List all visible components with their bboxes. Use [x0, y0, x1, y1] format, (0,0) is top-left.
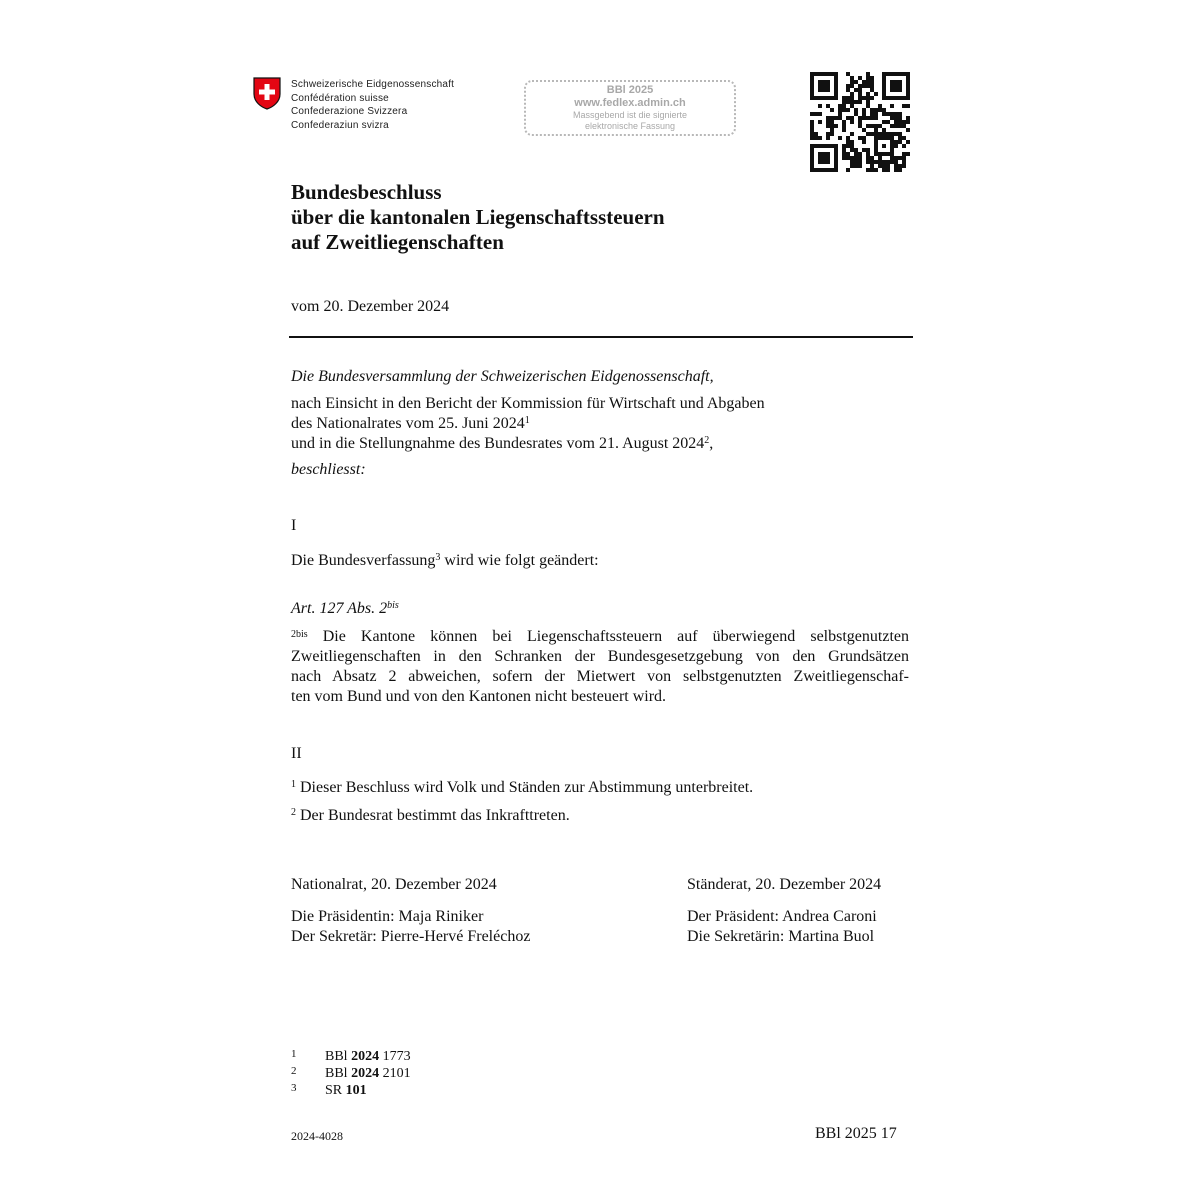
paragraph-2-text: Der Bundesrat bestimmt das Inkrafttreten.: [300, 807, 570, 824]
preamble-line-3: [291, 434, 713, 454]
article-heading-text: Art. 127 Abs. 2: [291, 600, 388, 617]
footnote-ref-1[interactable]: 1: [524, 415, 530, 426]
confederation-names: [291, 78, 454, 132]
constitution-intro-end: wird wie folgt geändert:: [440, 552, 599, 569]
signature-right-president: Der Präsident: Andrea Caroni: [687, 908, 877, 925]
article-line-3: nach Absatz 2 abweichen, sofern der Mietwert von selbstgenutzten Zweitliegenschaf-: [291, 668, 909, 685]
footnote-3-number-ref: 101: [345, 1083, 367, 1098]
confederation-it: Confederazione Svizzera: [291, 106, 408, 117]
title-rule: [289, 336, 913, 338]
footnote-2-prefix: BBl: [325, 1066, 352, 1081]
stamp-line-3: Massgebend ist die signierte: [572, 110, 688, 120]
preamble-line-2: [291, 414, 530, 434]
preamble-line-2-text: des Nationalrates vom 25. Juni 2024: [291, 415, 525, 432]
article-paragraph: [291, 627, 909, 707]
footnote-3-prefix: SR: [325, 1083, 346, 1098]
signature-right-secretary: Die Sekretärin: Martina Buol: [687, 928, 875, 945]
constitution-intro-text: Die Bundesverfassung: [291, 552, 436, 569]
section-1-heading: I: [291, 517, 297, 534]
article-line-4: ten vom Bund und von den Kantonen nicht besteuert wird.: [291, 688, 667, 705]
footnote-1-suffix: 1773: [379, 1049, 411, 1064]
footnote-2-year: 2024: [351, 1066, 380, 1081]
footnote-1-number: 1: [291, 1048, 297, 1060]
document-title: [291, 180, 665, 255]
title-line-3: auf Zweitliegenschaften: [291, 230, 504, 254]
article-line-1-text: Die Kantone können bei Liegenschaftssteuern auf überwiegend selbstgenutzten: [322, 628, 909, 645]
article-heading: [291, 599, 399, 619]
preamble-line-3-text: und in die Stellungnahme des Bundesrates vom 21. August 2024: [291, 435, 705, 452]
qr-code-icon: [810, 72, 910, 172]
assembly-line: Die Bundesversammlung der Schweizerischen Eidgenossenschaft,: [291, 368, 714, 385]
article-line-2: Zweitliegenschaften in den Schranken der Bundesgesetzgebung von den Grundsätzen: [291, 648, 909, 665]
decree-date: vom 20. Dezember 2024: [291, 298, 450, 315]
title-line-1: Bundesbeschluss: [291, 180, 442, 204]
decides-line: beschliesst:: [291, 461, 366, 478]
signature-left-place: Nationalrat, 20. Dezember 2024: [291, 876, 497, 893]
article-line-1: [291, 627, 909, 647]
swiss-coat-of-arms-icon: [253, 77, 281, 110]
title-line-2: über die kantonalen Liegenschaftssteuern: [291, 205, 665, 229]
constitution-intro: [291, 551, 599, 571]
section-2-paragraph-2: [291, 806, 570, 826]
signature-left-secretary: Der Sekretär: Pierre-Hervé Freléchoz: [291, 928, 531, 945]
stamp-line-2: www.fedlex.admin.ch: [574, 97, 686, 109]
footnote-3: [291, 1080, 367, 1099]
signature-left-president: Die Präsidentin: Maja Riniker: [291, 908, 484, 925]
footnote-1-prefix: BBl: [325, 1049, 352, 1064]
document-id: 2024-4028: [291, 1129, 343, 1143]
page-reference: BBl 2025 17: [815, 1125, 897, 1142]
preamble-line-3-end: ,: [709, 435, 714, 452]
paragraph-1-number: 1: [291, 779, 296, 790]
preamble-line-1: nach Einsicht in den Bericht der Kommission für Wirtschaft und Abgaben: [291, 395, 765, 412]
paragraph-number: 2bis: [291, 629, 308, 640]
confederation-rm: Confederaziun svizra: [291, 119, 389, 131]
stamp-line-1: BBl 2025: [606, 84, 654, 96]
footnote-1-year: 2024: [351, 1049, 380, 1064]
section-2-paragraph-1: [291, 778, 753, 798]
stamp-line-4: elektronische Fassung: [584, 121, 676, 131]
article-heading-sup: bis: [387, 600, 399, 611]
signature-right-place: Ständerat, 20. Dezember 2024: [687, 876, 882, 893]
footnote-ref-2[interactable]: 2: [704, 435, 710, 446]
footnote-2-number: 2: [291, 1065, 297, 1077]
footnote-2-suffix: 2101: [379, 1066, 411, 1081]
footnote-3-number: 3: [291, 1082, 297, 1094]
section-2-heading: II: [291, 745, 302, 762]
publication-stamp: [524, 80, 736, 136]
paragraph-1-text: Dieser Beschluss wird Volk und Ständen zur Abstimmung unterbreitet.: [300, 779, 754, 796]
confederation-fr: Confédération suisse: [291, 92, 389, 104]
confederation-de: Schweizerische Eidgenossenschaft: [291, 79, 455, 90]
paragraph-2-number: 2: [291, 807, 296, 818]
footnote-ref-3[interactable]: 3: [435, 552, 441, 563]
